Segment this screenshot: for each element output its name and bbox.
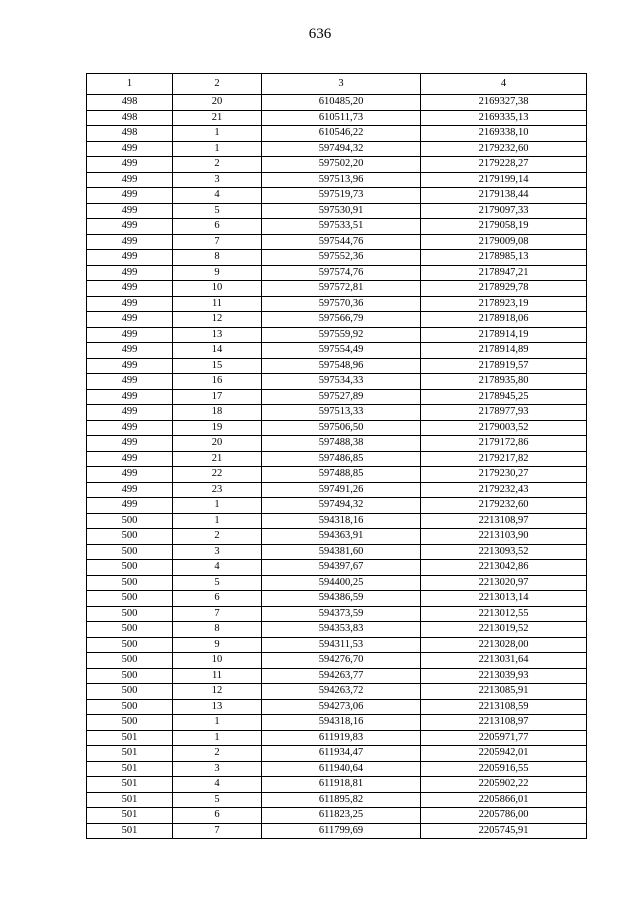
page-number: 636 xyxy=(308,26,332,42)
cell-coordinate-x: 594273,06 xyxy=(262,699,421,715)
cell-object-number: 499 xyxy=(87,141,173,157)
cell-object-number: 500 xyxy=(87,668,173,684)
cell-object-number: 499 xyxy=(87,405,173,421)
cell-coordinate-y: 2205902,22 xyxy=(421,777,587,793)
cell-object-number: 500 xyxy=(87,715,173,731)
cell-coordinate-x: 594386,59 xyxy=(262,591,421,607)
cell-coordinate-x: 597559,92 xyxy=(262,327,421,343)
table-row xyxy=(87,606,587,622)
cell-coordinate-x: 610546,22 xyxy=(262,126,421,142)
cell-point-number: 9 xyxy=(173,637,262,653)
cell-coordinate-y: 2213013,14 xyxy=(421,591,587,607)
cell-coordinate-y: 2213028,00 xyxy=(421,637,587,653)
cell-object-number: 499 xyxy=(87,389,173,405)
cell-point-number: 7 xyxy=(173,823,262,839)
table-row xyxy=(87,653,587,669)
table-row xyxy=(87,668,587,684)
cell-coordinate-x: 594318,16 xyxy=(262,715,421,731)
cell-point-number: 21 xyxy=(173,110,262,126)
cell-coordinate-y: 2178945,25 xyxy=(421,389,587,405)
cell-point-number: 3 xyxy=(173,761,262,777)
cell-object-number: 498 xyxy=(87,126,173,142)
cell-coordinate-y: 2213042,86 xyxy=(421,560,587,576)
cell-coordinate-x: 597552,36 xyxy=(262,250,421,266)
table-row xyxy=(87,684,587,700)
table-row xyxy=(87,622,587,638)
cell-coordinate-y: 2179009,08 xyxy=(421,234,587,250)
cell-point-number: 23 xyxy=(173,482,262,498)
cell-coordinate-y: 2178918,06 xyxy=(421,312,587,328)
table-row xyxy=(87,265,587,281)
cell-coordinate-y: 2213093,52 xyxy=(421,544,587,560)
cell-point-number: 7 xyxy=(173,234,262,250)
cell-point-number: 4 xyxy=(173,560,262,576)
table-row xyxy=(87,405,587,421)
cell-object-number: 500 xyxy=(87,544,173,560)
cell-point-number: 10 xyxy=(173,281,262,297)
cell-point-number: 12 xyxy=(173,312,262,328)
cell-object-number: 498 xyxy=(87,110,173,126)
table-row xyxy=(87,560,587,576)
cell-coordinate-y: 2178985,13 xyxy=(421,250,587,266)
cell-coordinate-x: 594400,25 xyxy=(262,575,421,591)
cell-point-number: 13 xyxy=(173,699,262,715)
table-row xyxy=(87,761,587,777)
cell-coordinate-x: 597533,51 xyxy=(262,219,421,235)
cell-coordinate-x: 597494,32 xyxy=(262,498,421,514)
table-row xyxy=(87,374,587,390)
cell-coordinate-x: 594311,53 xyxy=(262,637,421,653)
table-row xyxy=(87,575,587,591)
table-row xyxy=(87,451,587,467)
table-row xyxy=(87,823,587,839)
cell-object-number: 499 xyxy=(87,498,173,514)
cell-object-number: 499 xyxy=(87,436,173,452)
column-header-4: 4 xyxy=(421,74,587,95)
cell-object-number: 501 xyxy=(87,730,173,746)
table-row xyxy=(87,172,587,188)
cell-coordinate-x: 594263,77 xyxy=(262,668,421,684)
cell-point-number: 20 xyxy=(173,95,262,111)
cell-coordinate-x: 611918,81 xyxy=(262,777,421,793)
cell-coordinate-x: 597486,85 xyxy=(262,451,421,467)
cell-object-number: 499 xyxy=(87,172,173,188)
cell-coordinate-y: 2178919,57 xyxy=(421,358,587,374)
cell-point-number: 3 xyxy=(173,544,262,560)
cell-point-number: 15 xyxy=(173,358,262,374)
cell-coordinate-y: 2213031,64 xyxy=(421,653,587,669)
cell-object-number: 500 xyxy=(87,684,173,700)
cell-point-number: 2 xyxy=(173,157,262,173)
cell-coordinate-y: 2169335,13 xyxy=(421,110,587,126)
cell-coordinate-x: 597488,38 xyxy=(262,436,421,452)
cell-coordinate-y: 2178935,80 xyxy=(421,374,587,390)
cell-object-number: 499 xyxy=(87,420,173,436)
cell-point-number: 8 xyxy=(173,250,262,266)
table-row xyxy=(87,358,587,374)
cell-coordinate-y: 2205786,00 xyxy=(421,808,587,824)
cell-coordinate-y: 2179138,44 xyxy=(421,188,587,204)
cell-coordinate-y: 2179097,33 xyxy=(421,203,587,219)
cell-point-number: 2 xyxy=(173,529,262,545)
cell-coordinate-y: 2169327,38 xyxy=(421,95,587,111)
table-header xyxy=(87,74,587,95)
cell-point-number: 1 xyxy=(173,141,262,157)
table-row xyxy=(87,482,587,498)
cell-coordinate-y: 2213108,97 xyxy=(421,715,587,731)
table-row xyxy=(87,296,587,312)
cell-coordinate-x: 597527,89 xyxy=(262,389,421,405)
cell-point-number: 11 xyxy=(173,668,262,684)
cell-coordinate-y: 2179003,52 xyxy=(421,420,587,436)
cell-point-number: 17 xyxy=(173,389,262,405)
cell-point-number: 6 xyxy=(173,219,262,235)
cell-coordinate-x: 597502,20 xyxy=(262,157,421,173)
table-row xyxy=(87,730,587,746)
cell-point-number: 8 xyxy=(173,622,262,638)
cell-coordinate-x: 594373,59 xyxy=(262,606,421,622)
cell-coordinate-x: 597534,33 xyxy=(262,374,421,390)
column-header-3: 3 xyxy=(262,74,421,95)
cell-object-number: 499 xyxy=(87,343,173,359)
cell-coordinate-x: 597494,32 xyxy=(262,141,421,157)
cell-object-number: 499 xyxy=(87,219,173,235)
cell-object-number: 501 xyxy=(87,823,173,839)
cell-coordinate-y: 2179217,82 xyxy=(421,451,587,467)
cell-coordinate-x: 594363,91 xyxy=(262,529,421,545)
cell-point-number: 22 xyxy=(173,467,262,483)
cell-coordinate-x: 597519,73 xyxy=(262,188,421,204)
cell-point-number: 10 xyxy=(173,653,262,669)
cell-coordinate-x: 597572,81 xyxy=(262,281,421,297)
cell-point-number: 13 xyxy=(173,327,262,343)
table-row xyxy=(87,389,587,405)
table-row xyxy=(87,95,587,111)
cell-coordinate-x: 597513,33 xyxy=(262,405,421,421)
cell-object-number: 500 xyxy=(87,622,173,638)
table-row xyxy=(87,699,587,715)
table-row xyxy=(87,808,587,824)
table-row xyxy=(87,141,587,157)
cell-coordinate-x: 611799,69 xyxy=(262,823,421,839)
coordinates-table xyxy=(86,73,587,839)
cell-point-number: 7 xyxy=(173,606,262,622)
cell-coordinate-y: 2179199,14 xyxy=(421,172,587,188)
cell-point-number: 5 xyxy=(173,575,262,591)
cell-coordinate-y: 2179058,19 xyxy=(421,219,587,235)
table-row xyxy=(87,746,587,762)
cell-object-number: 499 xyxy=(87,265,173,281)
cell-point-number: 20 xyxy=(173,436,262,452)
cell-object-number: 500 xyxy=(87,529,173,545)
cell-coordinate-y: 2178914,89 xyxy=(421,343,587,359)
cell-point-number: 4 xyxy=(173,777,262,793)
cell-coordinate-x: 611940,64 xyxy=(262,761,421,777)
cell-coordinate-x: 594263,72 xyxy=(262,684,421,700)
cell-coordinate-x: 611934,47 xyxy=(262,746,421,762)
cell-object-number: 500 xyxy=(87,591,173,607)
cell-object-number: 501 xyxy=(87,777,173,793)
column-header-1: 1 xyxy=(87,74,173,95)
cell-point-number: 12 xyxy=(173,684,262,700)
cell-object-number: 501 xyxy=(87,808,173,824)
cell-object-number: 499 xyxy=(87,327,173,343)
table-row xyxy=(87,157,587,173)
cell-coordinate-y: 2179228,27 xyxy=(421,157,587,173)
cell-coordinate-y: 2178914,19 xyxy=(421,327,587,343)
cell-coordinate-x: 594318,16 xyxy=(262,513,421,529)
table-row xyxy=(87,544,587,560)
table-row xyxy=(87,203,587,219)
cell-coordinate-x: 610485,20 xyxy=(262,95,421,111)
cell-point-number: 3 xyxy=(173,172,262,188)
table-row xyxy=(87,792,587,808)
cell-point-number: 21 xyxy=(173,451,262,467)
table-row xyxy=(87,591,587,607)
cell-coordinate-y: 2179232,43 xyxy=(421,482,587,498)
cell-object-number: 500 xyxy=(87,606,173,622)
table-row xyxy=(87,467,587,483)
cell-coordinate-x: 594276,70 xyxy=(262,653,421,669)
cell-coordinate-y: 2213020,97 xyxy=(421,575,587,591)
table-row xyxy=(87,513,587,529)
cell-object-number: 500 xyxy=(87,653,173,669)
cell-coordinate-x: 610511,73 xyxy=(262,110,421,126)
cell-point-number: 1 xyxy=(173,730,262,746)
cell-point-number: 2 xyxy=(173,746,262,762)
cell-coordinate-y: 2213085,91 xyxy=(421,684,587,700)
cell-coordinate-x: 597544,76 xyxy=(262,234,421,250)
cell-point-number: 9 xyxy=(173,265,262,281)
cell-coordinate-y: 2205745,91 xyxy=(421,823,587,839)
cell-point-number: 5 xyxy=(173,792,262,808)
cell-coordinate-y: 2213039,93 xyxy=(421,668,587,684)
cell-coordinate-x: 597513,96 xyxy=(262,172,421,188)
cell-object-number: 500 xyxy=(87,637,173,653)
cell-object-number: 500 xyxy=(87,560,173,576)
column-header-2: 2 xyxy=(173,74,262,95)
cell-coordinate-y: 2205916,55 xyxy=(421,761,587,777)
table-row xyxy=(87,436,587,452)
cell-object-number: 499 xyxy=(87,157,173,173)
table-row xyxy=(87,327,587,343)
table-row xyxy=(87,281,587,297)
cell-coordinate-y: 2205971,77 xyxy=(421,730,587,746)
cell-object-number: 499 xyxy=(87,296,173,312)
cell-coordinate-x: 597566,79 xyxy=(262,312,421,328)
cell-coordinate-x: 611823,25 xyxy=(262,808,421,824)
cell-object-number: 499 xyxy=(87,250,173,266)
table-row xyxy=(87,234,587,250)
table-row xyxy=(87,420,587,436)
cell-point-number: 1 xyxy=(173,498,262,514)
table-row xyxy=(87,219,587,235)
table-row xyxy=(87,250,587,266)
cell-object-number: 498 xyxy=(87,95,173,111)
cell-coordinate-y: 2213019,52 xyxy=(421,622,587,638)
cell-coordinate-y: 2178977,93 xyxy=(421,405,587,421)
table-row xyxy=(87,529,587,545)
cell-point-number: 18 xyxy=(173,405,262,421)
cell-point-number: 19 xyxy=(173,420,262,436)
cell-object-number: 499 xyxy=(87,203,173,219)
table-row xyxy=(87,188,587,204)
cell-object-number: 501 xyxy=(87,761,173,777)
cell-coordinate-x: 597570,36 xyxy=(262,296,421,312)
cell-coordinate-x: 597548,96 xyxy=(262,358,421,374)
table-row xyxy=(87,126,587,142)
cell-coordinate-y: 2178929,78 xyxy=(421,281,587,297)
cell-point-number: 16 xyxy=(173,374,262,390)
cell-object-number: 499 xyxy=(87,482,173,498)
table-row xyxy=(87,637,587,653)
cell-coordinate-y: 2179172,86 xyxy=(421,436,587,452)
cell-object-number: 499 xyxy=(87,312,173,328)
cell-coordinate-y: 2213108,97 xyxy=(421,513,587,529)
cell-object-number: 499 xyxy=(87,234,173,250)
table-row xyxy=(87,110,587,126)
table-row xyxy=(87,312,587,328)
cell-point-number: 5 xyxy=(173,203,262,219)
cell-coordinate-y: 2178923,19 xyxy=(421,296,587,312)
header-row xyxy=(87,74,587,95)
cell-object-number: 499 xyxy=(87,188,173,204)
cell-point-number: 1 xyxy=(173,126,262,142)
cell-coordinate-x: 594397,67 xyxy=(262,560,421,576)
cell-coordinate-y: 2179230,27 xyxy=(421,467,587,483)
cell-coordinate-x: 597506,50 xyxy=(262,420,421,436)
cell-point-number: 4 xyxy=(173,188,262,204)
cell-object-number: 500 xyxy=(87,699,173,715)
table-row xyxy=(87,343,587,359)
cell-coordinate-y: 2179232,60 xyxy=(421,141,587,157)
cell-object-number: 499 xyxy=(87,358,173,374)
cell-object-number: 500 xyxy=(87,575,173,591)
cell-coordinate-x: 597574,76 xyxy=(262,265,421,281)
cell-coordinate-x: 597488,85 xyxy=(262,467,421,483)
table-row xyxy=(87,498,587,514)
cell-point-number: 11 xyxy=(173,296,262,312)
cell-coordinate-y: 2213012,55 xyxy=(421,606,587,622)
cell-coordinate-x: 611895,82 xyxy=(262,792,421,808)
cell-object-number: 499 xyxy=(87,374,173,390)
cell-point-number: 6 xyxy=(173,808,262,824)
cell-point-number: 1 xyxy=(173,513,262,529)
cell-coordinate-y: 2213108,59 xyxy=(421,699,587,715)
cell-coordinate-y: 2179232,60 xyxy=(421,498,587,514)
cell-object-number: 501 xyxy=(87,746,173,762)
table-row xyxy=(87,715,587,731)
cell-coordinate-y: 2169338,10 xyxy=(421,126,587,142)
cell-coordinate-y: 2205942,01 xyxy=(421,746,587,762)
cell-coordinate-y: 2205866,01 xyxy=(421,792,587,808)
cell-coordinate-y: 2178947,21 xyxy=(421,265,587,281)
cell-coordinate-x: 597554,49 xyxy=(262,343,421,359)
cell-point-number: 1 xyxy=(173,715,262,731)
table-body xyxy=(87,95,587,839)
cell-coordinate-y: 2213103,90 xyxy=(421,529,587,545)
cell-object-number: 500 xyxy=(87,513,173,529)
cell-object-number: 501 xyxy=(87,792,173,808)
cell-object-number: 499 xyxy=(87,467,173,483)
cell-coordinate-x: 594353,83 xyxy=(262,622,421,638)
cell-object-number: 499 xyxy=(87,281,173,297)
cell-point-number: 6 xyxy=(173,591,262,607)
cell-coordinate-x: 611919,83 xyxy=(262,730,421,746)
table-row xyxy=(87,777,587,793)
cell-coordinate-x: 597491,26 xyxy=(262,482,421,498)
cell-coordinate-x: 597530,91 xyxy=(262,203,421,219)
cell-object-number: 499 xyxy=(87,451,173,467)
cell-point-number: 14 xyxy=(173,343,262,359)
cell-coordinate-x: 594381,60 xyxy=(262,544,421,560)
